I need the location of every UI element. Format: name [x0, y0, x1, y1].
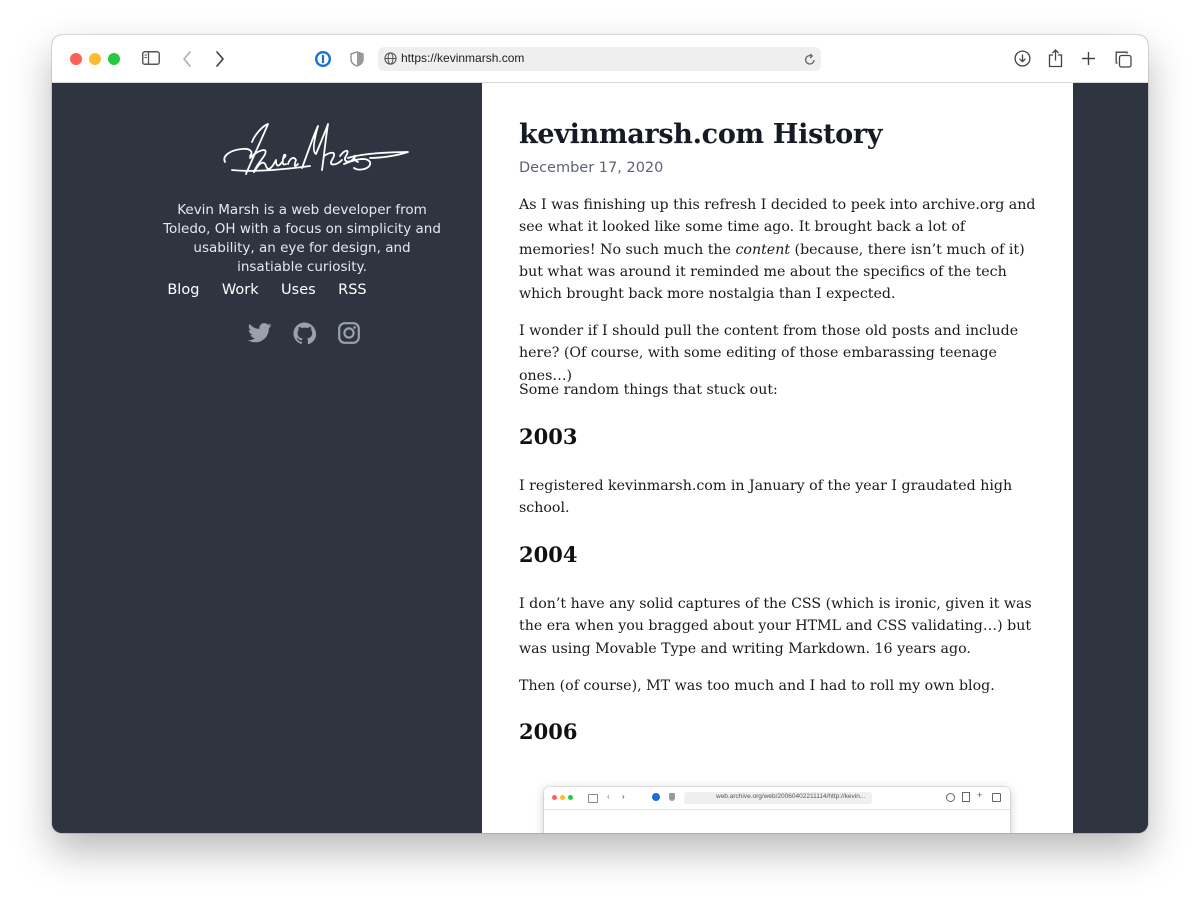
- archive-screenshot: [544, 787, 1010, 833]
- url-text: https://kevinmarsh.com: [401, 51, 525, 65]
- forward-icon[interactable]: [213, 50, 227, 68]
- nav-rss-link[interactable]: RSS: [338, 282, 367, 298]
- paragraph-question: I wonder if I should pull the content from those old posts and include here? (Of course, with some editing of those embarassing teenage ones…): [519, 323, 1019, 384]
- zoom-window-button[interactable]: [108, 53, 120, 65]
- back-icon[interactable]: [180, 50, 194, 68]
- screenshot-sidebar-icon: [588, 794, 598, 803]
- minimize-window-button[interactable]: [89, 53, 101, 65]
- tab-overview-icon[interactable]: [1114, 50, 1132, 68]
- signature-logo[interactable]: [220, 116, 412, 191]
- browser-window: [52, 35, 1148, 833]
- paragraph-list-intro: Some random things that stuck out:: [519, 382, 778, 398]
- github-icon[interactable]: [293, 322, 316, 350]
- screenshot-forward-icon: ›: [622, 792, 625, 801]
- emphasis-text: content: [735, 241, 791, 258]
- screenshot-close-dot: [552, 795, 557, 800]
- screenshot-address-bar: [684, 792, 872, 804]
- address-bar[interactable]: [378, 47, 821, 71]
- privacy-shield-icon[interactable]: [349, 50, 365, 68]
- screenshot-zoom-dot: [568, 795, 573, 800]
- paragraph-intro: [519, 194, 1039, 305]
- screenshot-password-icon: [652, 793, 660, 801]
- reload-icon[interactable]: [803, 52, 816, 66]
- screenshot-toolbar: [544, 787, 1010, 810]
- paragraph-2004: I don’t have any solid captures of the CSS (which is ironic, given it was the era when you bragged about your HTML and CSS validating…) but was using Movable Type and writing Markdown. 16 years ago.: [519, 596, 1032, 657]
- nav-blog-link[interactable]: Blog: [167, 282, 200, 298]
- paragraph-text: (because, there isn’t much of it) but what was around it reminded me about the specifics of the tech which brought back more nostalgia than I expected.: [519, 241, 1025, 303]
- heading-2004: 2004: [519, 542, 578, 567]
- article-pane: [482, 83, 1073, 833]
- browser-toolbar: [52, 35, 1148, 83]
- screenshot-share-icon: [962, 792, 970, 802]
- nav-uses-link[interactable]: Uses: [281, 282, 316, 298]
- post-date: December 17, 2020: [519, 160, 664, 176]
- new-tab-icon[interactable]: [1080, 50, 1096, 66]
- globe-icon: [384, 52, 397, 65]
- screenshot-new-tab-icon: +: [977, 790, 983, 800]
- share-icon[interactable]: [1047, 48, 1063, 68]
- close-window-button[interactable]: [70, 53, 82, 65]
- twitter-icon[interactable]: [248, 322, 272, 349]
- password-manager-icon[interactable]: [314, 50, 332, 68]
- screenshot-back-icon: ‹: [607, 792, 610, 801]
- screenshot-downloads-icon: [946, 793, 955, 802]
- heading-2003: 2003: [519, 424, 578, 449]
- screenshot-tabs-icon: [992, 793, 1001, 802]
- site-nav: [52, 281, 482, 299]
- downloads-icon[interactable]: [1013, 49, 1031, 68]
- paragraph-2003: I registered kevinmarsh.com in January of the year I graudated high school.: [519, 478, 1013, 517]
- instagram-icon[interactable]: [338, 322, 360, 349]
- sidebar: [52, 83, 482, 833]
- nav-work-link[interactable]: Work: [221, 282, 259, 298]
- paragraph-mt: Then (of course), MT was too much and I had to roll my own blog.: [519, 678, 995, 694]
- author-bio: Kevin Marsh is a web developer from Toledo, OH with a focus on simplicity and usability, an eye for design, and insatiable curiosity.: [163, 202, 441, 275]
- page-title: kevinmarsh.com History: [519, 119, 883, 150]
- heading-2006: 2006: [519, 719, 578, 744]
- right-margin: [1073, 83, 1148, 833]
- paragraph-text: As I was finishing up this refresh I decided to peek into archive.org and see what it looked like some time ago. It brought back a lot of memories! No such much the: [519, 197, 1036, 258]
- screenshot-minimize-dot: [560, 795, 565, 800]
- sidebar-toggle-icon[interactable]: [142, 50, 160, 66]
- screenshot-shield-icon: [669, 793, 675, 801]
- screenshot-url-text: web.archive.org/web/20060402211114/http://kevin...: [716, 793, 866, 800]
